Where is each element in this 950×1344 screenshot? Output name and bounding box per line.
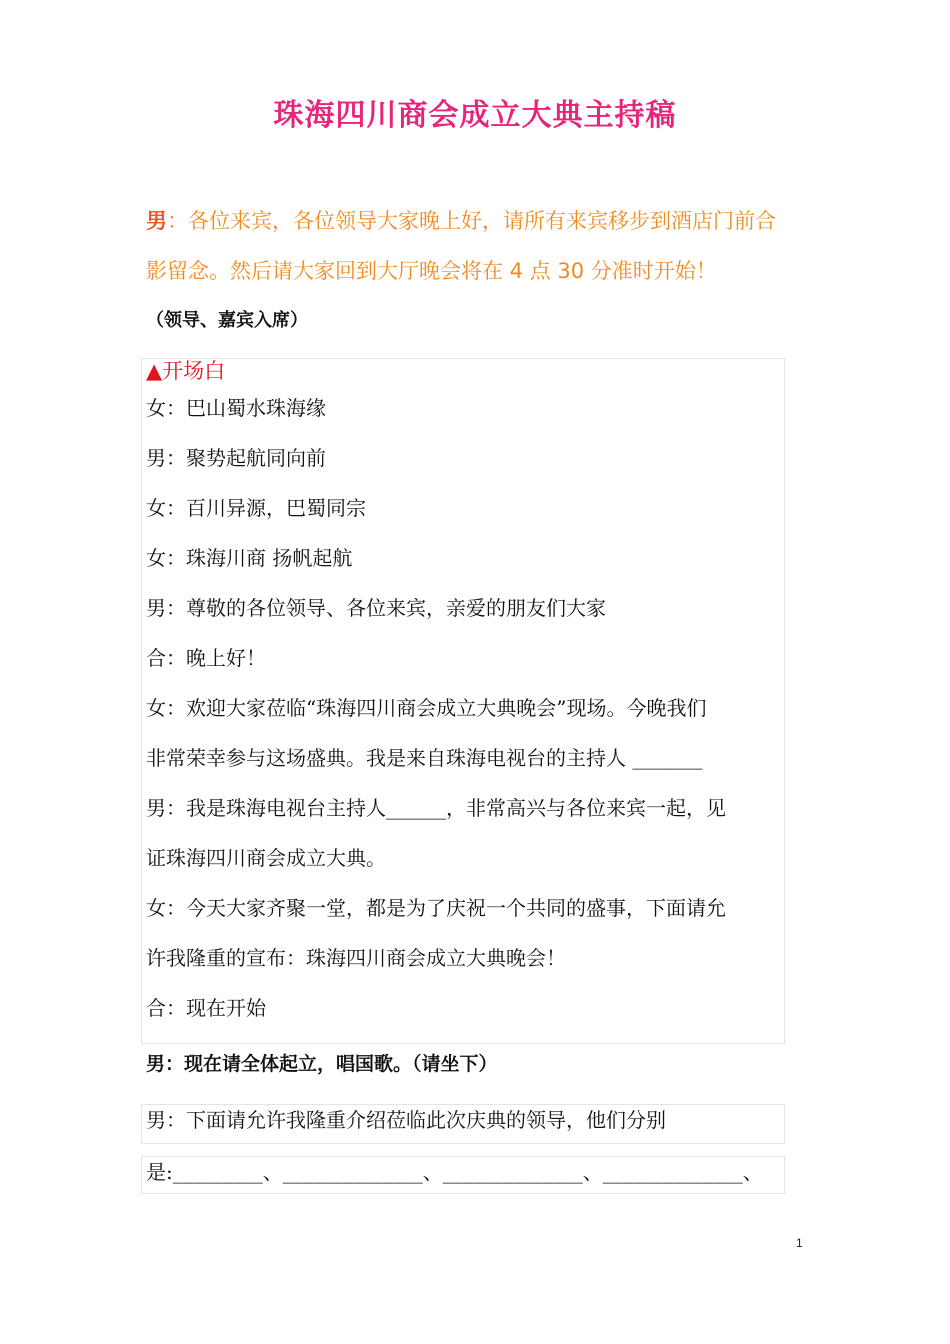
- script-line: 非常荣幸参与这场盛典。我是来自珠海电视台的主持人 _______: [146, 746, 703, 770]
- intro-line-2: 影留念。然后请大家回到大厅晚会将在 4 点 30 分准时开始！: [146, 259, 717, 283]
- intro-paragraph: [146, 196, 826, 296]
- script-line: 女：巴山蜀水珠海缘: [146, 396, 326, 420]
- leaders-names-box: [141, 1156, 785, 1194]
- script-line: 许我隆重的宣布：珠海四川商会成立大典晚会！: [146, 946, 566, 970]
- opening-lines: [146, 383, 796, 1033]
- opening-section: [141, 358, 785, 1044]
- script-line: 男：我是珠海电视台主持人______，非常高兴与各位来宾一起，见: [146, 796, 726, 820]
- script-line: 女：欢迎大家莅临“珠海四川商会成立大典晚会”现场。今晚我们: [146, 696, 707, 720]
- script-line: 女：珠海川商 扬帆起航: [146, 546, 353, 570]
- intro-line-1: [146, 196, 826, 246]
- script-line: 女：今天大家齐聚一堂，都是为了庆祝一个共同的盛事，下面请允: [146, 896, 726, 920]
- seating-note: （领导、嘉宾入席）: [146, 310, 308, 331]
- script-line: 男：聚势起航同向前: [146, 446, 326, 470]
- intro-text-1: ：各位来宾，各位领导大家晚上好，请所有来宾移步到酒店门前合: [167, 209, 776, 233]
- script-line: 合：现在开始: [146, 996, 266, 1020]
- leaders-line-2: 是:_________、______________、______________、______________、: [146, 1160, 763, 1184]
- script-line: 男：尊敬的各位领导、各位来宾，亲爱的朋友们大家: [146, 596, 606, 620]
- script-line: 女：百川异源，巴蜀同宗: [146, 496, 366, 520]
- opening-heading: ▲开场白: [146, 359, 226, 383]
- leaders-intro-box: [141, 1104, 785, 1144]
- page-number: 1: [796, 1236, 803, 1250]
- intro-speaker: 男: [146, 209, 167, 233]
- document-title: 珠海四川商会成立大典主持稿: [273, 98, 677, 133]
- script-line: 合：晚上好！: [146, 646, 266, 670]
- anthem-instruction: 男：现在请全体起立，唱国歌。（请坐下）: [146, 1053, 498, 1075]
- script-line: 证珠海四川商会成立大典。: [146, 846, 386, 870]
- leaders-line-1: 男：下面请允许我隆重介绍莅临此次庆典的领导，他们分别: [146, 1108, 666, 1132]
